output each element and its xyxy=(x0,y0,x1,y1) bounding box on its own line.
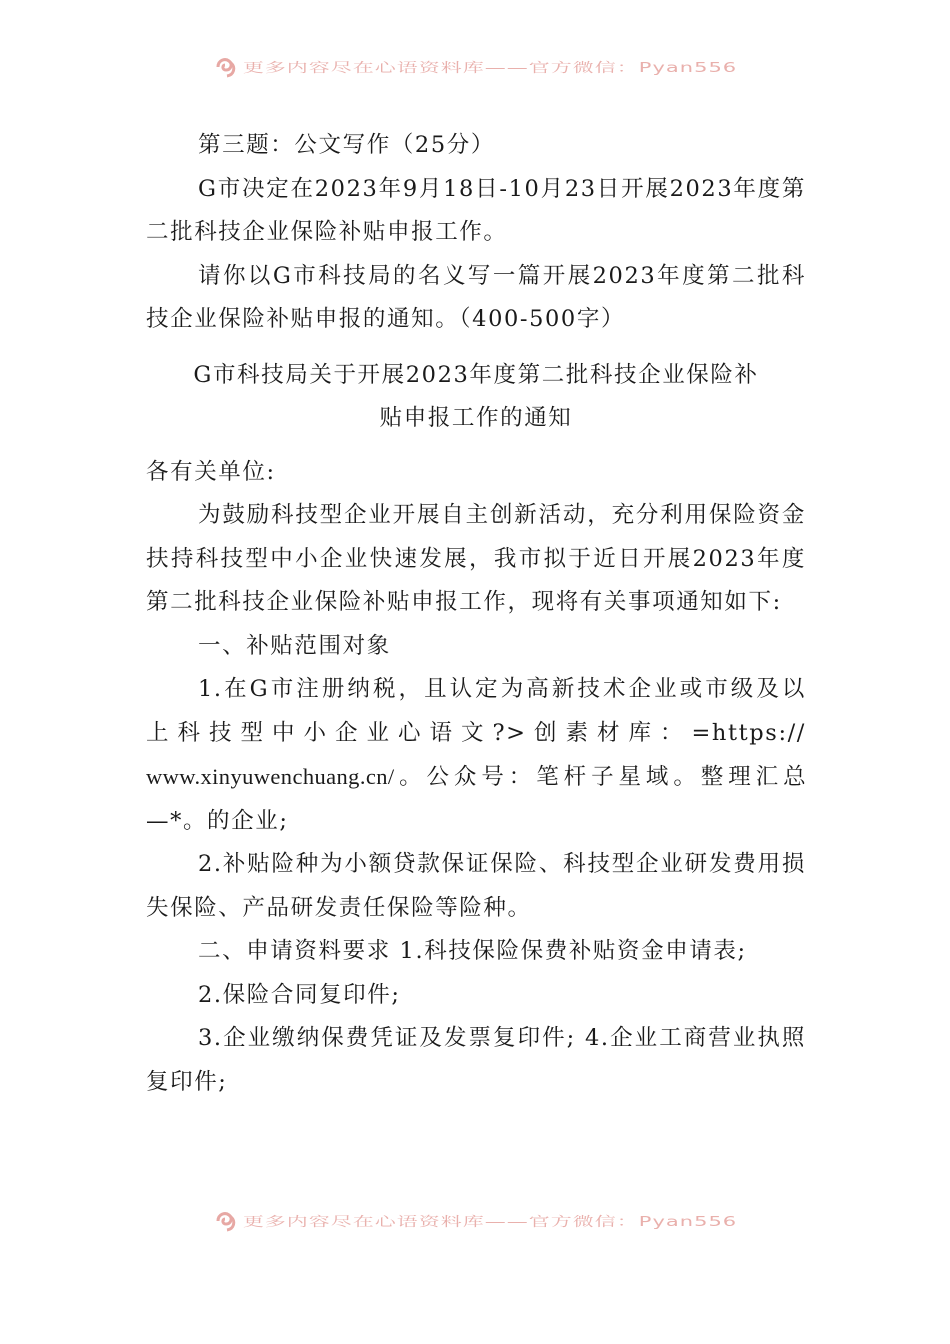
question-paragraph-2: 请你以G市科技局的名义写一篇开展2023年度第二批科技企业保险补贴申报的通知。（400-500字） xyxy=(146,262,806,332)
question-paragraph-1: G市决定在2023年9月18日-10月23日开展2023年度第二批科技企业保险补贴申报工作。 xyxy=(146,175,806,245)
notice-title-line-1: G市科技局关于开展2023年度第二批科技企业保险补 xyxy=(193,361,759,388)
notice-title-line-2: 贴申报工作的通知 xyxy=(379,405,573,431)
item-2: 2.补贴险种为小额贷款保证保险、科技型企业研发费用损失保险、产品研发责任保险等险种。 xyxy=(146,851,806,921)
notice-title xyxy=(146,354,806,441)
header-watermark xyxy=(0,50,950,84)
section-2-line: 二、申请资料要求 1.科技保险保费补贴资金申请表; xyxy=(198,938,747,964)
item-1-line-3 xyxy=(146,755,806,800)
document-body xyxy=(146,124,806,1104)
item-1-line-4: —*。的企业; xyxy=(146,807,289,834)
requirement-2: 2.保险合同复印件; xyxy=(198,981,401,1008)
intro-paragraph: 为鼓励科技型企业开展自主创新活动，充分利用保险资金扶持科技型中小企业快速发展，我市拟于近日开展2023年度第二批科技企业保险补贴申报工作，现将有关事项通知如下: xyxy=(146,502,806,615)
item-1-line-3-text: www.xinyuwenchuang.cn/。公众号：笔杆子星域。整理汇总 xyxy=(146,764,806,789)
brand-logo-icon xyxy=(213,54,239,80)
watermark-text: 更多内容尽在心语资料库——官方微信：Pyan556 xyxy=(242,1214,738,1230)
item-1-line-2: 上科技型中小企业心语文?>创素材库：=https:// xyxy=(146,719,806,746)
question-heading: 第三题：公文写作（25分） xyxy=(198,132,495,158)
brand-logo-icon xyxy=(213,1208,239,1234)
watermark-text: 更多内容尽在心语资料库——官方微信：Pyan556 xyxy=(242,60,738,76)
item-1-line-1: 1.在G市注册纳税，且认定为高新技术企业或市级及以 xyxy=(198,676,806,702)
requirement-3: 3.企业缴纳保费凭证及发票复印件; 4.企业工商营业执照复印件; xyxy=(146,1025,806,1095)
section-1-heading: 一、补贴范围对象 xyxy=(198,632,391,659)
salutation: 各有关单位: xyxy=(146,458,276,485)
footer-watermark xyxy=(0,1204,950,1238)
